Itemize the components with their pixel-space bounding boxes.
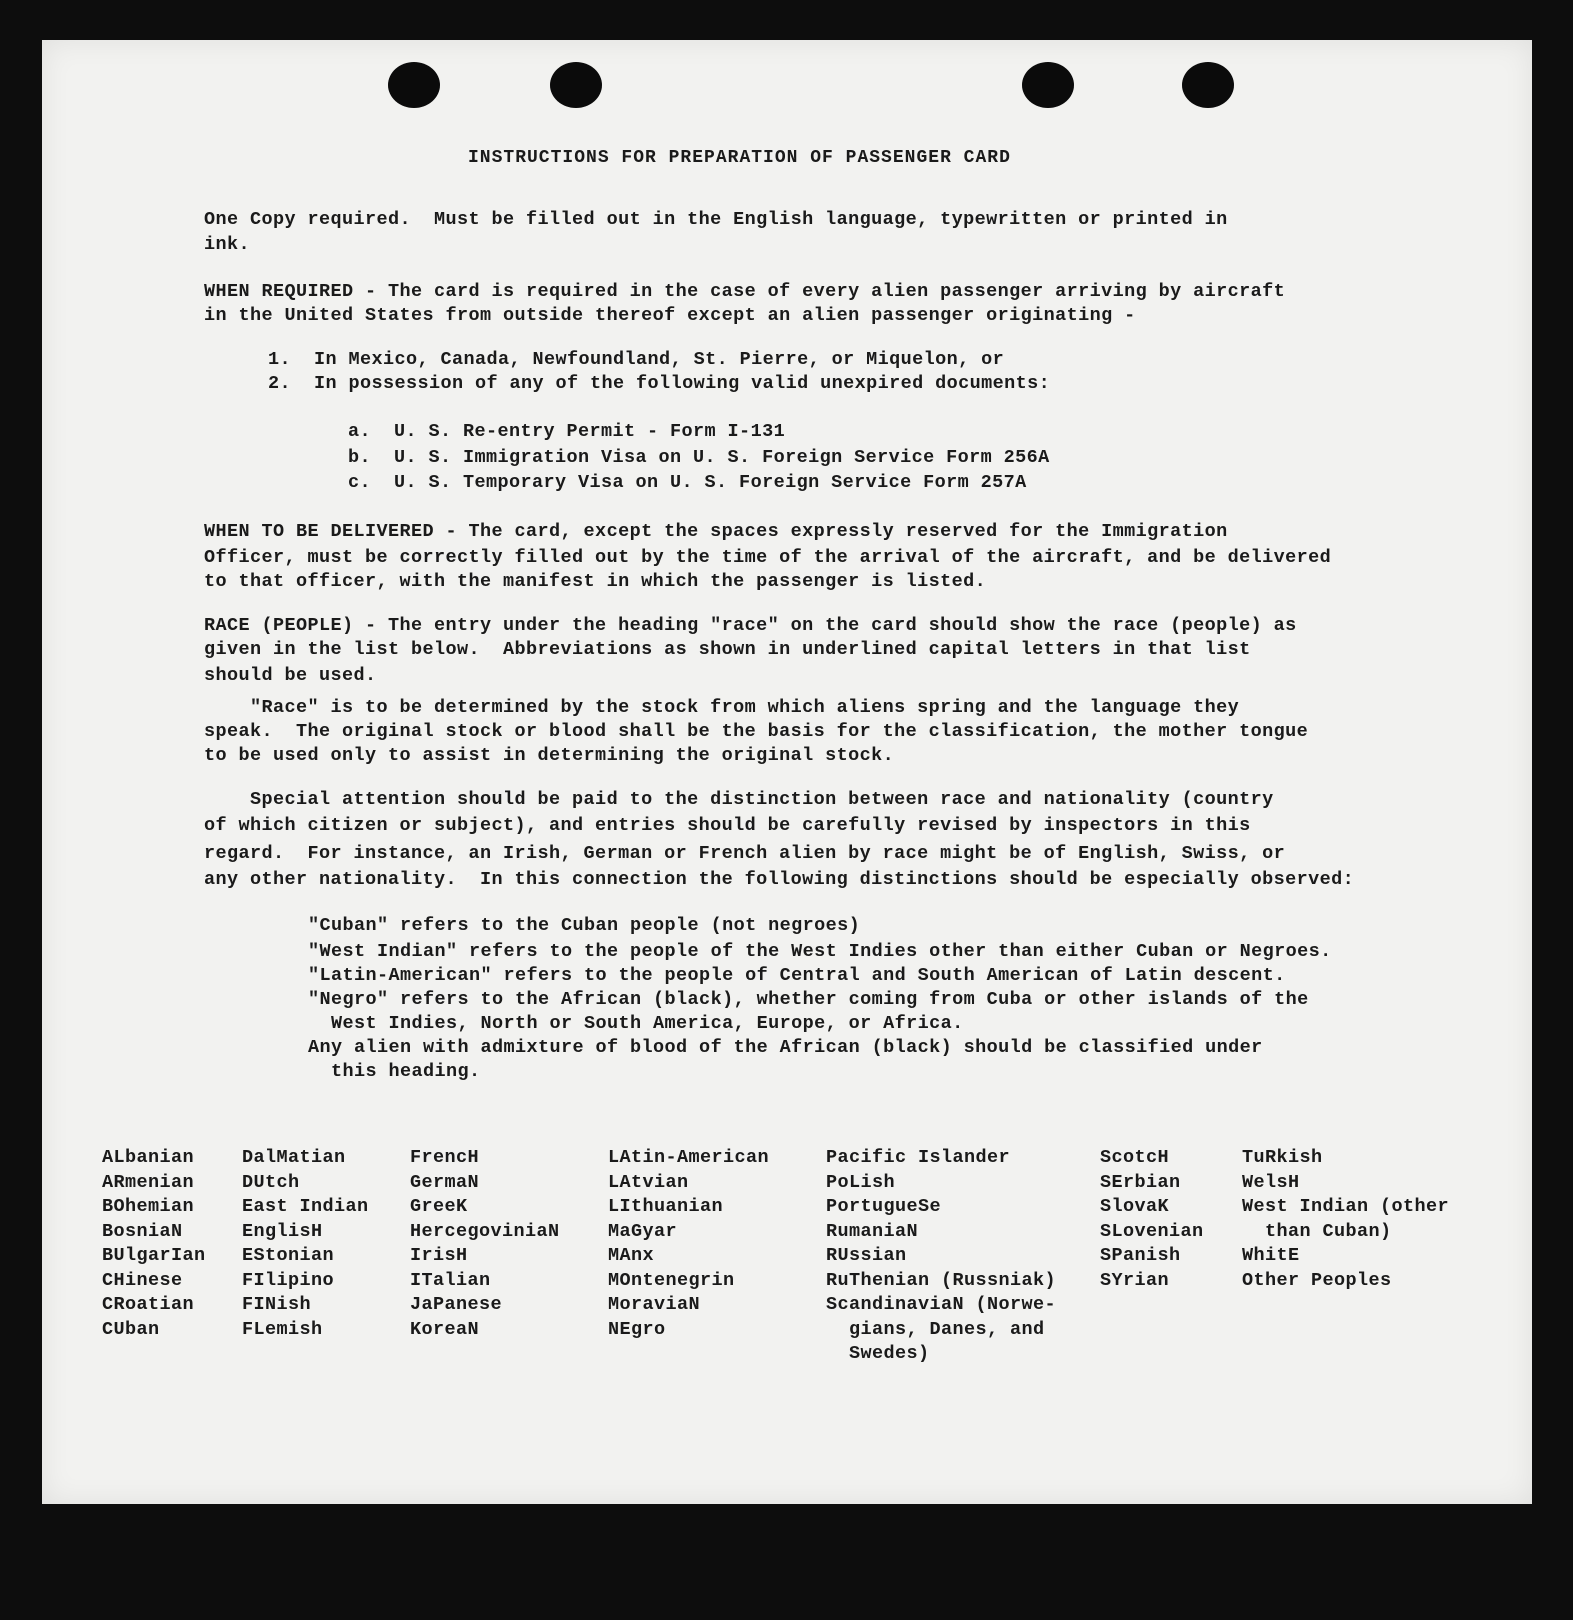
punch-hole — [1182, 62, 1234, 108]
list-item: a. U. S. Re-entry Permit - Form I-131 — [348, 421, 786, 442]
race-item: LIthuanian — [608, 1196, 724, 1217]
paragraph-line: to be used only to assist in determining the original stock. — [204, 745, 895, 766]
list-item: c. U. S. Temporary Visa on U. S. Foreign Service Form 257A — [348, 472, 1027, 493]
race-item: PortugueSe — [826, 1196, 942, 1217]
distinction-line: "West Indian" refers to the people of the West Indies other than either Cuban or Negroes. — [308, 941, 1332, 962]
paragraph-line: of which citizen or subject), and entries should be carefully revised by inspectors in this — [204, 815, 1251, 836]
distinction-line: Any alien with admixture of blood of the African (black) should be classified under — [308, 1037, 1263, 1058]
paragraph-line: WHEN TO BE DELIVERED - The card, except the spaces expressly reserved for the Immigration — [204, 521, 1228, 542]
race-item: Other Peoples — [1242, 1269, 1392, 1291]
race-item: MOntenegrin — [608, 1269, 735, 1291]
race-column-3 — [410, 1146, 560, 1342]
race-item: than Cuban) — [1242, 1220, 1392, 1242]
paragraph-line: Officer, must be correctly filled out by the time of the arrival of the aircraft, and be delivered — [204, 547, 1332, 568]
race-item: ScandinaviaN (Norwe- — [826, 1294, 1057, 1315]
race-column-5 — [826, 1146, 1056, 1367]
race-item: RUssian — [826, 1245, 907, 1266]
race-item: FrencH — [410, 1147, 480, 1168]
distinction-line: "Negro" refers to the African (black), whether coming from Cuba or other islands of the — [308, 989, 1309, 1010]
list-item: 2. In possession of any of the following valid unexpired documents: — [268, 373, 1051, 394]
paragraph-line: any other nationality. In this connection the following distinctions should be especially observed: — [204, 869, 1355, 890]
paragraph-line: to that officer, with the manifest in which the passenger is listed. — [204, 571, 987, 592]
race-item: Pacific Islander — [826, 1147, 1011, 1168]
race-item: JaPanese — [410, 1294, 503, 1315]
race-item: ITalian — [410, 1269, 491, 1291]
paragraph-line: RACE (PEOPLE) - The entry under the heading "race" on the card should show the race (people) as — [204, 615, 1297, 636]
race-item: FLemish — [242, 1318, 323, 1340]
race-item: BUlgarIan — [102, 1245, 206, 1266]
race-item: LAtvian — [608, 1171, 689, 1193]
race-item: CUban — [102, 1318, 160, 1340]
distinction-line: "Cuban" refers to the Cuban people (not negroes) — [308, 915, 861, 936]
paragraph-line: One Copy required. Must be filled out in the English language, typewritten or printed in — [204, 209, 1228, 230]
race-item: CRoatian — [102, 1294, 195, 1315]
paragraph-line: speak. The original stock or blood shall be the basis for the classification, the mother tongue — [204, 721, 1309, 742]
race-item: MAnx — [608, 1245, 655, 1266]
list-item: b. U. S. Immigration Visa on U. S. Foreign Service Form 256A — [348, 447, 1050, 468]
race-item: KoreaN — [410, 1318, 480, 1340]
race-item: EStonian — [242, 1245, 335, 1266]
race-item: gians, Danes, and — [826, 1318, 1045, 1340]
race-column-1 — [102, 1146, 206, 1342]
race-item: MoraviaN — [608, 1294, 701, 1315]
distinction-line: this heading. — [308, 1061, 481, 1082]
race-item: FIlipino — [242, 1269, 335, 1291]
race-item: SErbian — [1100, 1171, 1181, 1193]
race-item: SLovenian — [1100, 1220, 1204, 1242]
race-column-2 — [242, 1146, 369, 1342]
race-column-7 — [1242, 1146, 1449, 1293]
paragraph-line: "Race" is to be determined by the stock from which aliens spring and the language they — [204, 697, 1240, 718]
race-item: DalMatian — [242, 1147, 346, 1168]
page-title: INSTRUCTIONS FOR PREPARATION OF PASSENGER CARD — [468, 148, 1011, 168]
paragraph-line: in the United States from outside thereof except an alien passenger originating - — [204, 305, 1136, 326]
race-item: WhitE — [1242, 1245, 1300, 1266]
race-item: CHinese — [102, 1269, 183, 1291]
distinction-line: "Latin-American" refers to the people of Central and South American of Latin descent. — [308, 965, 1286, 986]
race-item: West Indian (other — [1242, 1196, 1450, 1217]
race-item: FINish — [242, 1294, 312, 1315]
race-item: RuThenian (Russniak) — [826, 1269, 1057, 1291]
race-item: SlovaK — [1100, 1196, 1170, 1217]
paragraph-line: regard. For instance, an Irish, German or French alien by race might be of English, Swiss, or — [204, 843, 1286, 864]
race-item: PoLish — [826, 1171, 896, 1193]
race-item: RumaniaN — [826, 1220, 919, 1242]
race-item: IrisH — [410, 1245, 468, 1266]
race-column-4 — [608, 1146, 769, 1342]
race-item: BOhemian — [102, 1196, 195, 1217]
race-item: GreeK — [410, 1196, 468, 1217]
race-item: HercegoviniaN — [410, 1220, 560, 1242]
paragraph-line: ink. — [204, 234, 251, 255]
paragraph-line: Special attention should be paid to the distinction between race and nationality (country — [204, 789, 1274, 810]
race-item: ScotcH — [1100, 1147, 1170, 1168]
race-item: East Indian — [242, 1196, 369, 1217]
race-item: MaGyar — [608, 1220, 678, 1242]
race-item: Swedes) — [826, 1343, 930, 1364]
distinction-line: West Indies, North or South America, Europe, or Africa. — [308, 1013, 964, 1034]
punch-hole — [388, 62, 440, 108]
race-item: WelsH — [1242, 1171, 1300, 1193]
paragraph-line: should be used. — [204, 665, 377, 686]
race-item: BosniaN — [102, 1220, 183, 1242]
paragraph-line: WHEN REQUIRED - The card is required in the case of every alien passenger arriving by aircraft — [204, 281, 1286, 302]
race-item: SPanish — [1100, 1245, 1181, 1266]
punch-hole — [1022, 62, 1074, 108]
race-item: DUtch — [242, 1171, 300, 1193]
race-item: GermaN — [410, 1171, 480, 1193]
race-column-6 — [1100, 1146, 1204, 1293]
paragraph-line: given in the list below. Abbreviations as shown in underlined capital letters in that list — [204, 639, 1251, 660]
race-item: ARmenian — [102, 1171, 195, 1193]
race-item: LAtin-American — [608, 1147, 770, 1168]
race-item: ALbanian — [102, 1147, 195, 1168]
race-item: SYrian — [1100, 1269, 1170, 1291]
punch-hole — [550, 62, 602, 108]
race-item: EnglisH — [242, 1220, 323, 1242]
race-item: TuRkish — [1242, 1147, 1323, 1168]
list-item: 1. In Mexico, Canada, Newfoundland, St. Pierre, or Miquelon, or — [268, 349, 1005, 370]
race-item: NEgro — [608, 1318, 666, 1340]
